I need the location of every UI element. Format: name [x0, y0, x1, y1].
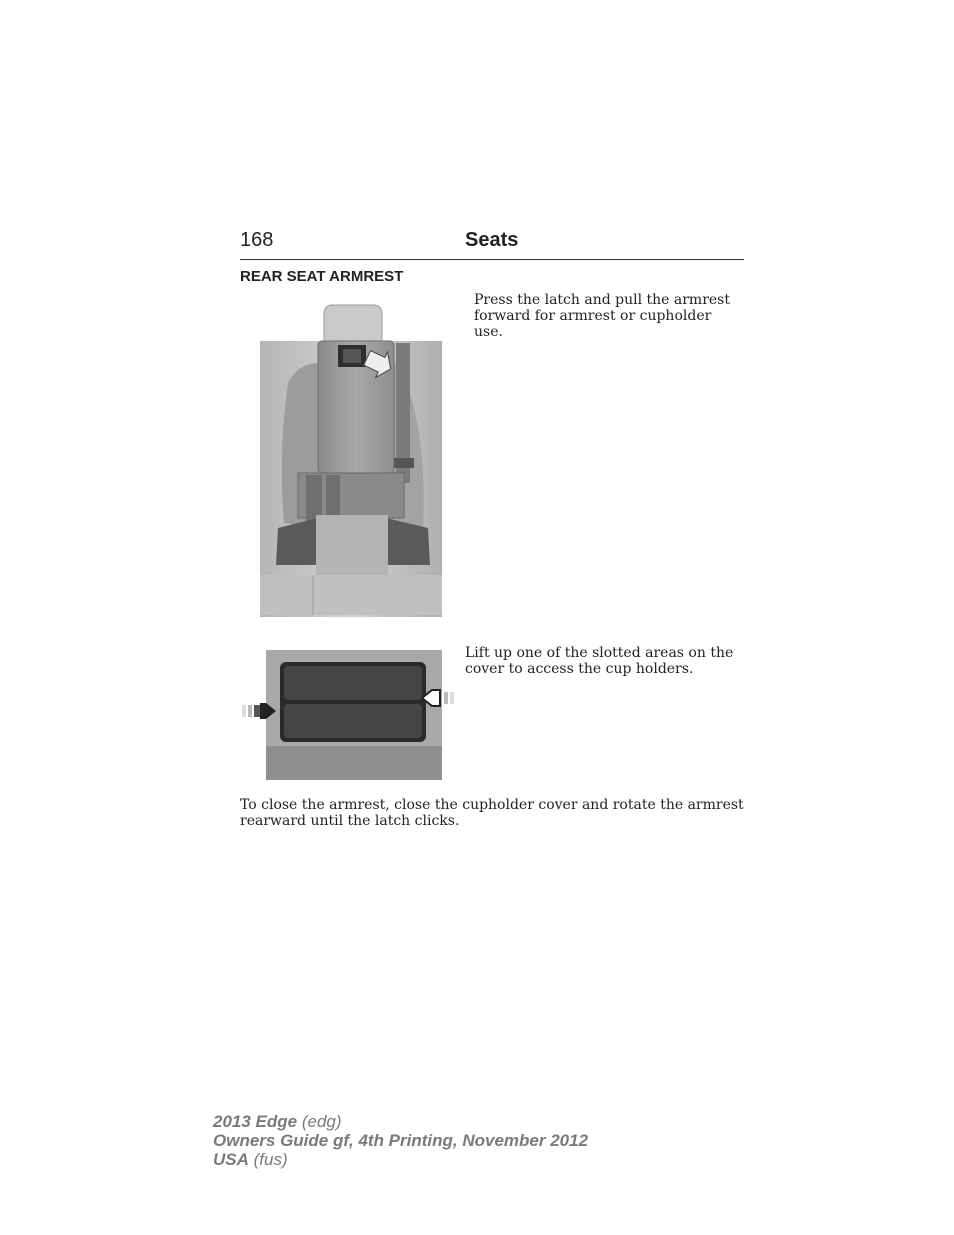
- cupholder-instruction: Lift up one of the slotted areas on the cover to access the cup holders.: [465, 645, 734, 677]
- header-divider: [240, 259, 744, 260]
- footer-guide: Owners Guide gf, 4th Printing, November 2012: [213, 1131, 589, 1150]
- footer-guide-line: [213, 1131, 588, 1150]
- footer-market-line: [213, 1150, 588, 1169]
- latch-instruction: Press the latch and pull the armrest forward for armrest or cupholder use.: [474, 292, 730, 340]
- section-heading: REAR SEAT ARMREST: [240, 268, 404, 285]
- rear-seat-armrest-illustration: [258, 303, 444, 617]
- close-instruction: To close the armrest, close the cupholder cover and rotate the armrest rearward until the latch clicks.: [240, 797, 744, 829]
- chapter-title: Seats: [465, 229, 519, 251]
- footer-model-code: (edg): [301, 1112, 342, 1131]
- footer-market: USA: [213, 1150, 249, 1169]
- footer-model-line: [213, 1112, 588, 1131]
- document-footer: [213, 1112, 588, 1169]
- page-number: 168: [240, 229, 274, 251]
- footer-model: 2013 Edge: [213, 1112, 298, 1131]
- cupholder-cover-illustration: [240, 648, 456, 781]
- footer-market-code: (fus): [253, 1150, 288, 1169]
